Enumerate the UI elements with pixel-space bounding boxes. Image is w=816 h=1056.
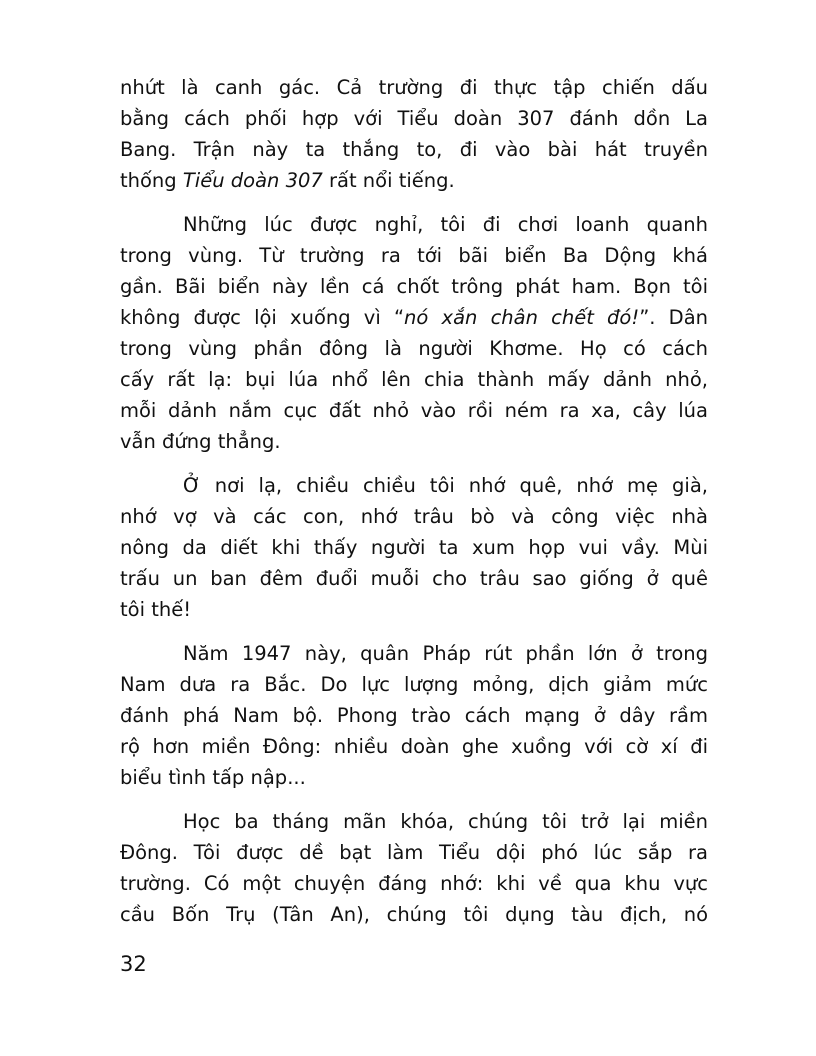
text-segment: vẫn đứng thẳng. (120, 430, 281, 453)
text-line (120, 426, 708, 457)
paragraph (120, 209, 708, 457)
text-line (120, 364, 708, 395)
text-line (120, 868, 708, 899)
text-line (120, 638, 708, 669)
text-segment: Nam dưa ra Bắc. Do lực lượng mỏng, dịch giảm mức (120, 673, 708, 696)
text-segment: nhớ vợ và các con, nhớ trâu bò và công việc nhà (120, 505, 708, 528)
text-line (120, 333, 708, 364)
text-line (120, 899, 708, 930)
text-line (120, 762, 708, 793)
text-segment: ”. Dân (639, 306, 709, 329)
italic-text: nó xắn chân chết đó! (404, 306, 640, 329)
text-segment: biểu tình tấp nập... (120, 766, 306, 789)
text-line (120, 837, 708, 868)
paragraph (120, 806, 708, 930)
text-segment: trường. Có một chuyện đáng nhớ: khi về qua khu vực (120, 872, 708, 895)
text-line (120, 240, 708, 271)
text-line (120, 594, 708, 625)
text-segment: rộ hơn miền Đông: nhiều doàn ghe xuồng với cờ xí đi (120, 735, 708, 758)
text-segment: Bang. Trận này ta thắng to, đi vào bài hát truyền (120, 138, 708, 161)
italic-text: Tiểu doàn 307 (182, 169, 323, 192)
text-line (120, 501, 708, 532)
text-line (120, 165, 708, 196)
text-segment: gần. Bãi biển này lền cá chốt trông phát ham. Bọn tôi (120, 275, 708, 298)
text-segment: nông da diết khi thấy người ta xum họp vui vầy. Mùi (120, 536, 708, 559)
paragraph (120, 638, 708, 793)
text-line (120, 700, 708, 731)
text-segment: Năm 1947 này, quân Pháp rút phần lớn ở trong (183, 642, 708, 665)
text-segment: trong vùng. Từ trường ra tới bãi biển Ba Dộng khá (120, 244, 708, 267)
text-segment: cấy rất lạ: bụi lúa nhổ lên chia thành mấy dảnh nhỏ, (120, 368, 708, 391)
text-line (120, 806, 708, 837)
paragraph (120, 470, 708, 625)
text-line (120, 103, 708, 134)
text-segment: cầu Bốn Trụ (Tân An), chúng tôi dụng tàu địch, nó (120, 903, 708, 926)
text-line (120, 209, 708, 240)
text-segment: tôi thế! (120, 598, 192, 621)
text-line (120, 271, 708, 302)
text-segment: bằng cách phối hợp với Tiểu doàn 307 đánh dồn La (120, 107, 708, 130)
text-segment: Ở nơi lạ, chiều chiều tôi nhớ quê, nhớ mẹ già, (183, 474, 708, 497)
text-segment: đánh phá Nam bộ. Phong trào cách mạng ở dây rầm (120, 704, 708, 727)
body-text (120, 72, 708, 930)
text-line (120, 470, 708, 501)
text-line (120, 134, 708, 165)
text-line (120, 563, 708, 594)
text-line (120, 669, 708, 700)
text-segment: Những lúc được nghỉ, tôi đi chơi loanh quanh (183, 213, 708, 236)
text-segment: rất nổi tiếng. (322, 169, 455, 192)
text-segment: trấu un ban đêm đuổi muỗi cho trâu sao giống ở quê (120, 567, 708, 590)
text-line (120, 302, 708, 333)
text-line (120, 532, 708, 563)
text-segment: trong vùng phần đông là người Khơme. Họ có cách (120, 337, 708, 360)
text-line (120, 72, 708, 103)
text-line (120, 731, 708, 762)
text-segment: nhứt là canh gác. Cả trường đi thực tập chiến dấu (120, 76, 708, 99)
text-segment: mỗi dảnh nắm cục đất nhỏ vào rồi ném ra xa, cây lúa (120, 399, 708, 422)
paragraph (120, 72, 708, 196)
text-line (120, 395, 708, 426)
page-number: 32 (120, 952, 147, 976)
text-segment: không được lội xuống vì “ (120, 306, 405, 329)
text-segment: Học ba tháng mãn khóa, chúng tôi trở lại miền (183, 810, 708, 833)
text-segment: Đông. Tôi được dề bạt làm Tiểu dội phó lúc sắp ra (120, 841, 708, 864)
text-segment: thống (120, 169, 183, 192)
